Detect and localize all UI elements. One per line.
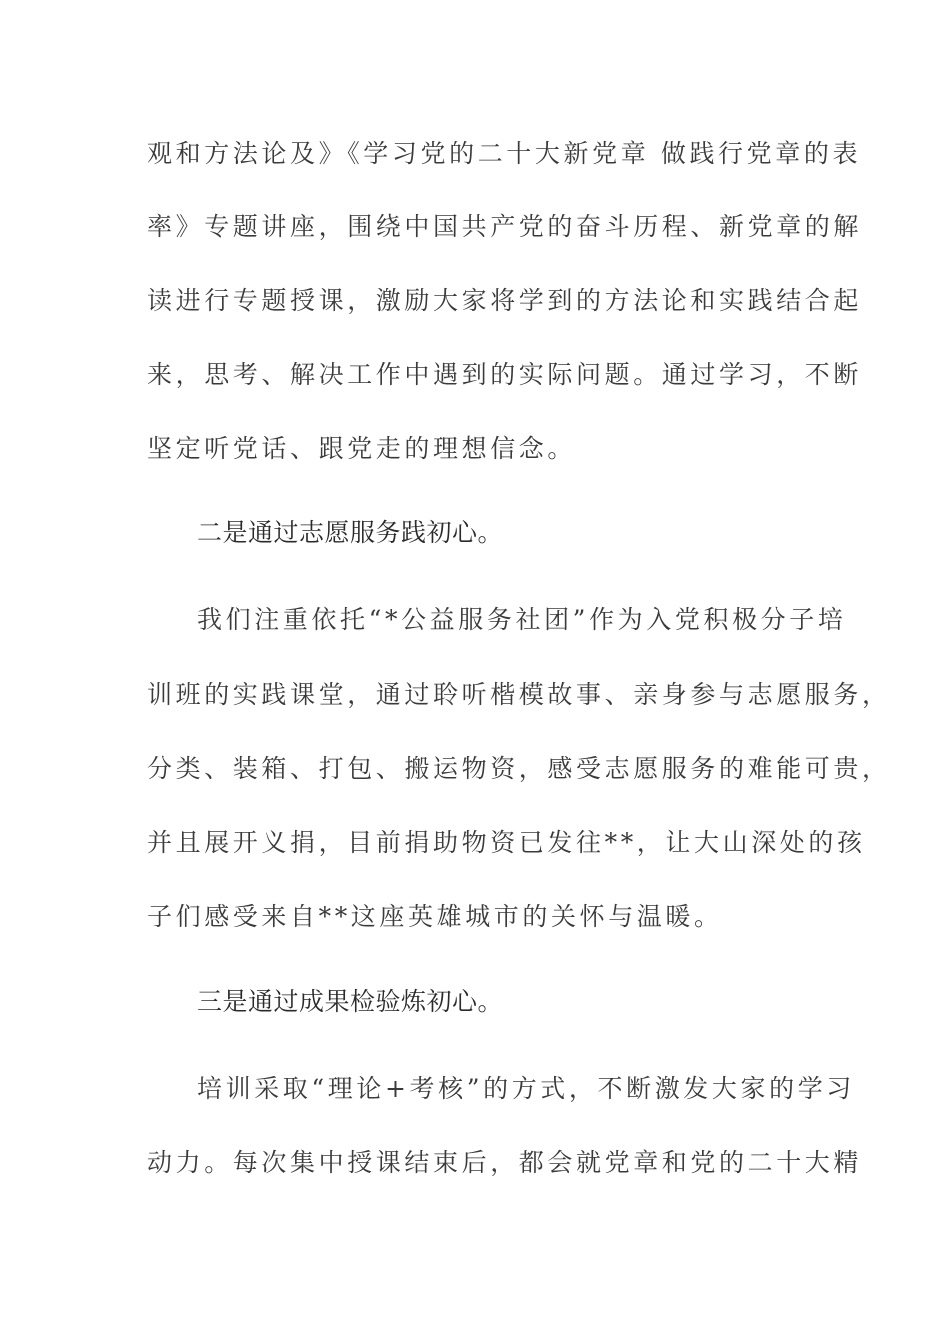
paragraph-2-line-5: 子们感受来自**这座英雄城市的关怀与温暖。: [147, 902, 723, 931]
paragraph-1-line-2: 率》专题讲座，围绕中国共产党的奋斗历程、新党章的解: [147, 212, 863, 241]
paragraph-2-line-4: 并且展开义捐，目前捐助物资已发往**，让大山深处的孩: [147, 828, 866, 857]
section-heading-3: 三是通过成果检验炼初心。: [197, 987, 504, 1016]
section-heading-2: 二是通过志愿服务践初心。: [197, 518, 504, 547]
paragraph-2-line-1: 我们注重依托“*公益服务社团”作为入党积极分子培: [197, 605, 847, 634]
paragraph-2-line-3: 分类、装箱、打包、搬运物资，感受志愿服务的难能可贵，: [147, 754, 891, 783]
paragraph-1-line-1: 观和方法论及》《学习党的二十大新党章 做践行党章的表: [147, 139, 862, 168]
paragraph-1-line-3: 读进行专题授课，激励大家将学到的方法论和实践结合起: [147, 286, 863, 315]
paragraph-2-line-2: 训班的实践课堂，通过聆听楷模故事、亲身参与志愿服务，: [147, 680, 891, 709]
paragraph-3-line-2: 动力。每次集中授课结束后，都会就党章和党的二十大精: [147, 1148, 863, 1177]
paragraph-1-line-4: 来，思考、解决工作中遇到的实际问题。通过学习，不断: [147, 360, 863, 389]
paragraph-1-line-5: 坚定听党话、跟党走的理想信念。: [147, 434, 577, 463]
paragraph-3-line-1: 培训采取“理论+考核”的方式，不断激发大家的学习: [197, 1074, 855, 1103]
